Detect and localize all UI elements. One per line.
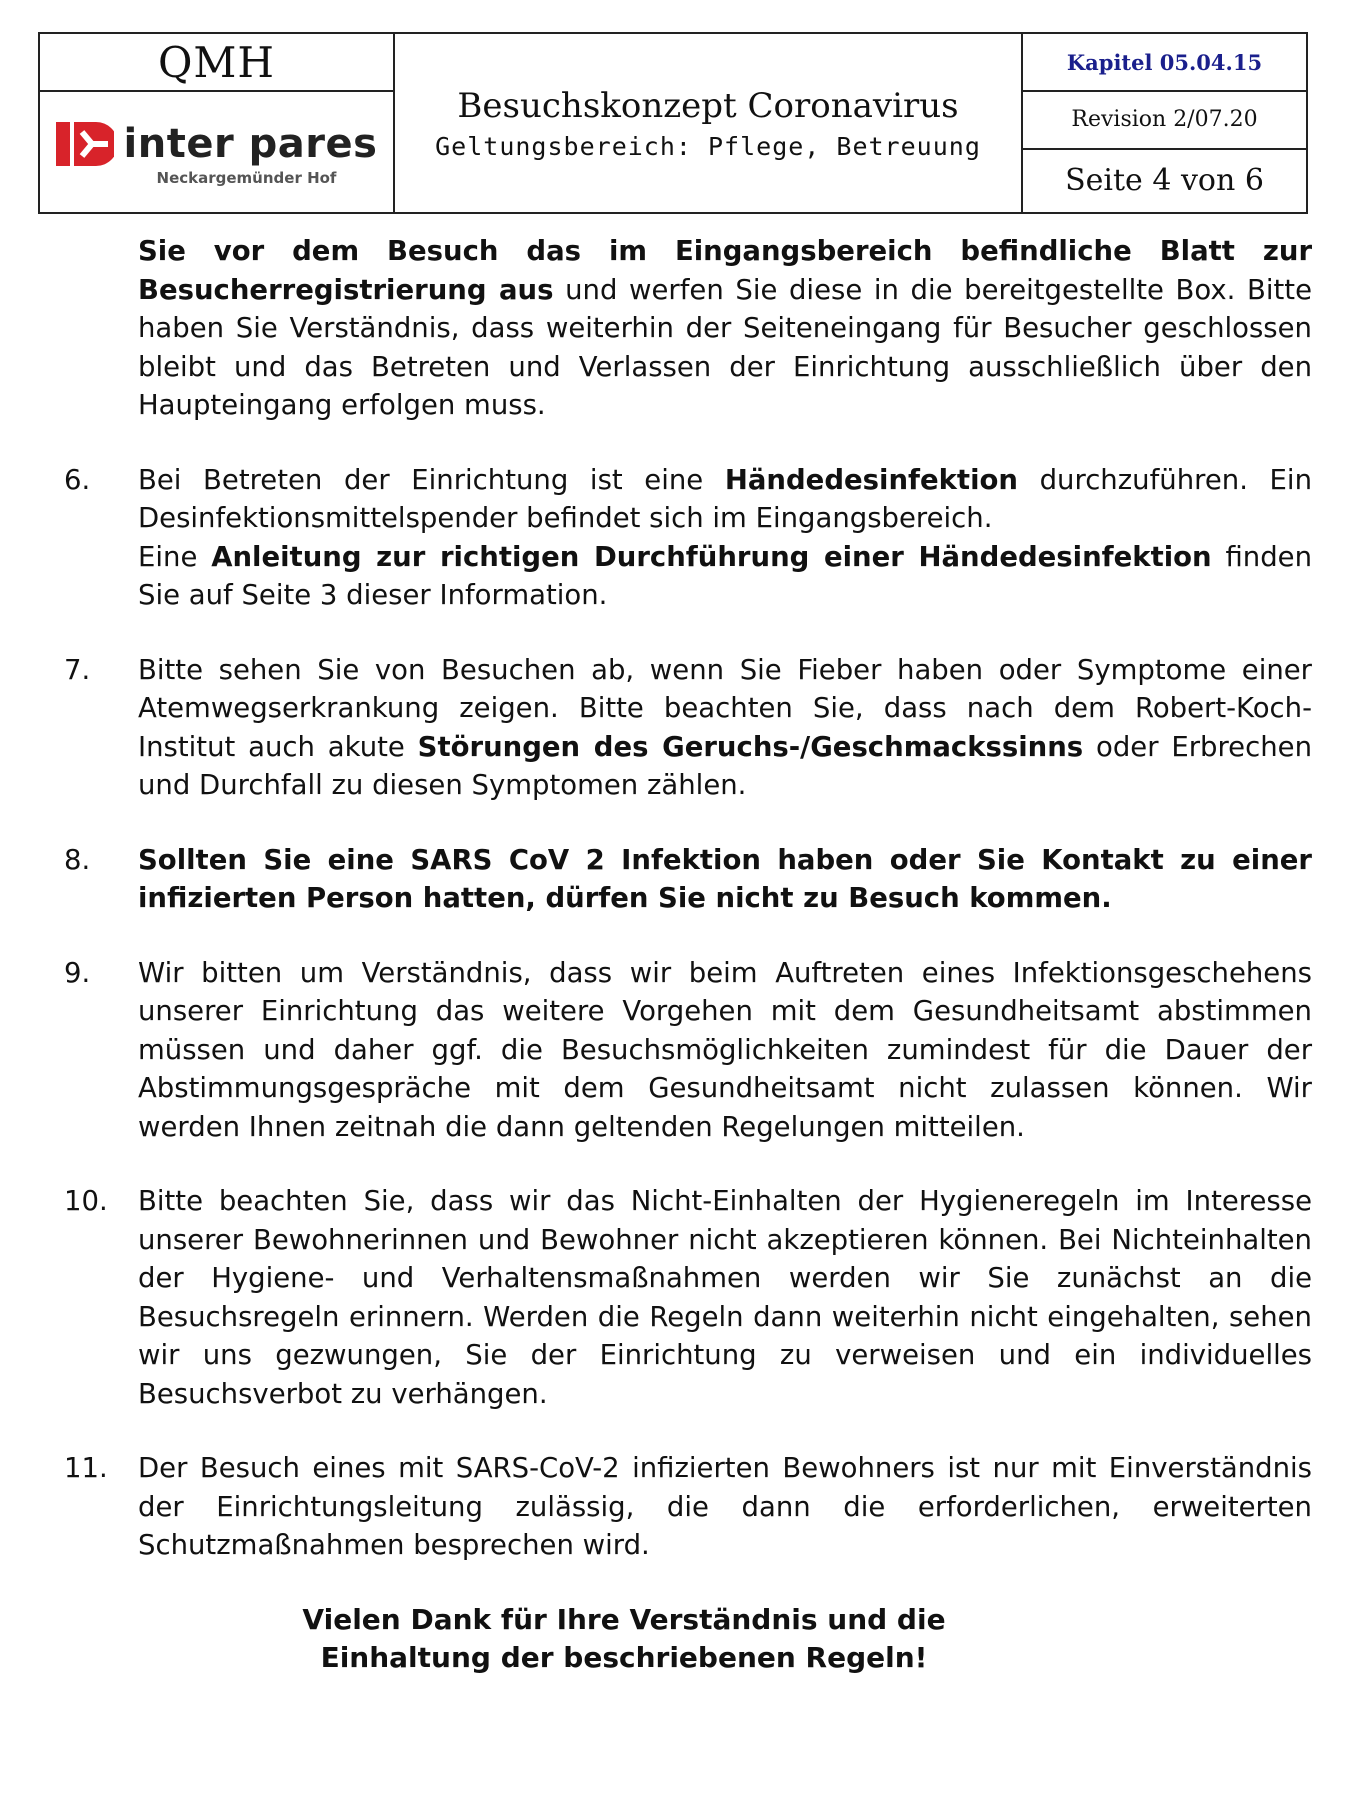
- document-body: [64, 232, 1312, 1677]
- item-text: oder Erbrechen und Durchfall zu diesen Symptomen zählen.: [138, 730, 1312, 801]
- item-bold: Händedesinfektion: [724, 463, 1018, 496]
- logo-cell: [39, 91, 394, 213]
- closing-line-2: Einhaltung der beschriebenen Regeln!: [320, 1640, 928, 1674]
- item-number: 11.: [64, 1452, 108, 1484]
- continuation-paragraph: [64, 232, 1312, 425]
- item-number: 6.: [64, 463, 91, 496]
- chapter-number: Kapitel 05.04.15: [1066, 49, 1263, 75]
- item-bold: Sollten Sie eine SARS CoV 2 Infektion haben oder Sie Kontakt zu einer infizierten Person hatten, dürfen Sie nicht zu Besuch kommen.: [138, 843, 1312, 914]
- item-text: Bei Betreten der Einrichtung ist eine: [138, 463, 725, 496]
- revision-label: Revision 2/07.20: [1023, 92, 1306, 150]
- item-number: 7.: [64, 653, 91, 686]
- item-text: Eine: [138, 540, 212, 573]
- list-item-10: [64, 1182, 1312, 1413]
- document-title: Besuchskonzept Coronavirus: [457, 85, 959, 126]
- list-item-6: [64, 461, 1312, 615]
- revision-page-cell: [1022, 91, 1307, 213]
- item-text: finden Sie auf Seite 3 dieser Information.: [138, 540, 1313, 611]
- item-bold: Anleitung zur richtigen Durchführung einer Händedesinfektion: [211, 540, 1212, 573]
- title-cell: [394, 33, 1022, 213]
- closing-line-1: Vielen Dank für Ihre Verständnis und die: [302, 1602, 946, 1636]
- logo-wordmark: inter pares: [123, 121, 378, 167]
- item-number: 10.: [64, 1185, 108, 1217]
- continuation-text: und werfen Sie diese in die bereitgestellte Box. Bitte haben Sie Verständnis, dass weiterhin der Seiteneingang für Besucher geschlossen bleibt und das Betreten und Verlassen der Einrichtung ausschließlich über den Haupteingang erfolgen muss.: [138, 273, 1312, 421]
- logo: [40, 121, 393, 167]
- continuation-bold: Sie vor dem Besuch das im Eingangsbereich befindliche Blatt zur Besucherregistrierung aus: [138, 235, 1312, 306]
- item-number: 8.: [64, 843, 91, 876]
- list-item-11: [64, 1449, 1312, 1565]
- logo-subtitle: Neckargemünder Hof: [156, 169, 337, 187]
- document-header: [38, 32, 1308, 214]
- item-number: 9.: [64, 956, 91, 989]
- qmh-label: QMH: [39, 33, 394, 91]
- chapter-cell: [1022, 33, 1307, 91]
- closing-message: [124, 1601, 1124, 1677]
- item-text: durchzuführen. Ein Desinfektionsmittelspender befindet sich im Eingangsbereich.: [138, 463, 1312, 534]
- page-number: Seite 4 von 6: [1065, 163, 1264, 198]
- document-scope: Geltungsbereich: Pflege, Betreuung: [435, 131, 981, 161]
- list-item-7: [64, 651, 1312, 805]
- item-text: Bitte sehen Sie von Besuchen ab, wenn Sie Fieber haben oder Symptome einer Atemwegserkrankung zeigen. Bitte beachten Sie, dass nach dem Robert-Koch-Institut auch akute: [138, 653, 1312, 763]
- list-item-9: [64, 954, 1312, 1147]
- item-bold: Störungen des Geruchs-/Geschmackssinns: [417, 730, 1084, 763]
- list-item-8: [64, 841, 1312, 918]
- inter-pares-logo-icon: [56, 122, 114, 166]
- item-text: Der Besuch eines mit SARS-CoV-2 infizierten Bewohners ist nur mit Einverständnis der Einrichtungsleitung zulässig, die dann die erforderlichen, erweiterten Schutzmaßnahmen besprechen wird.: [138, 1452, 1312, 1561]
- item-text: Wir bitten um Verständnis, dass wir beim Auftreten eines Infektionsgeschehens unserer Einrichtung das weitere Vorgehen mit dem Gesundheitsamt abstimmen müssen und daher ggf. die Besuchsmöglichkeiten zumindest für die Dauer der Abstimmungsgespräche mit dem Gesundheitsamt nicht zulassen können. Wir werden Ihnen zeitnah die dann geltenden Regelungen mitteilen.: [138, 956, 1312, 1143]
- item-text: Bitte beachten Sie, dass wir das Nicht-Einhalten der Hygieneregeln im Interesse unserer Bewohnerinnen und Bewohner nicht akzeptieren können. Bei Nichteinhalten der Hygiene- und Verhaltensmaßnahmen werden wir Sie zunächst an die Besuchsregeln erinnern. Werden die Regeln dann weiterhin nicht eingehalten, sehen wir uns gezwungen, Sie der Einrichtung zu verweisen und ein individuelles Besuchsverbot zu verhängen.: [138, 1185, 1312, 1410]
